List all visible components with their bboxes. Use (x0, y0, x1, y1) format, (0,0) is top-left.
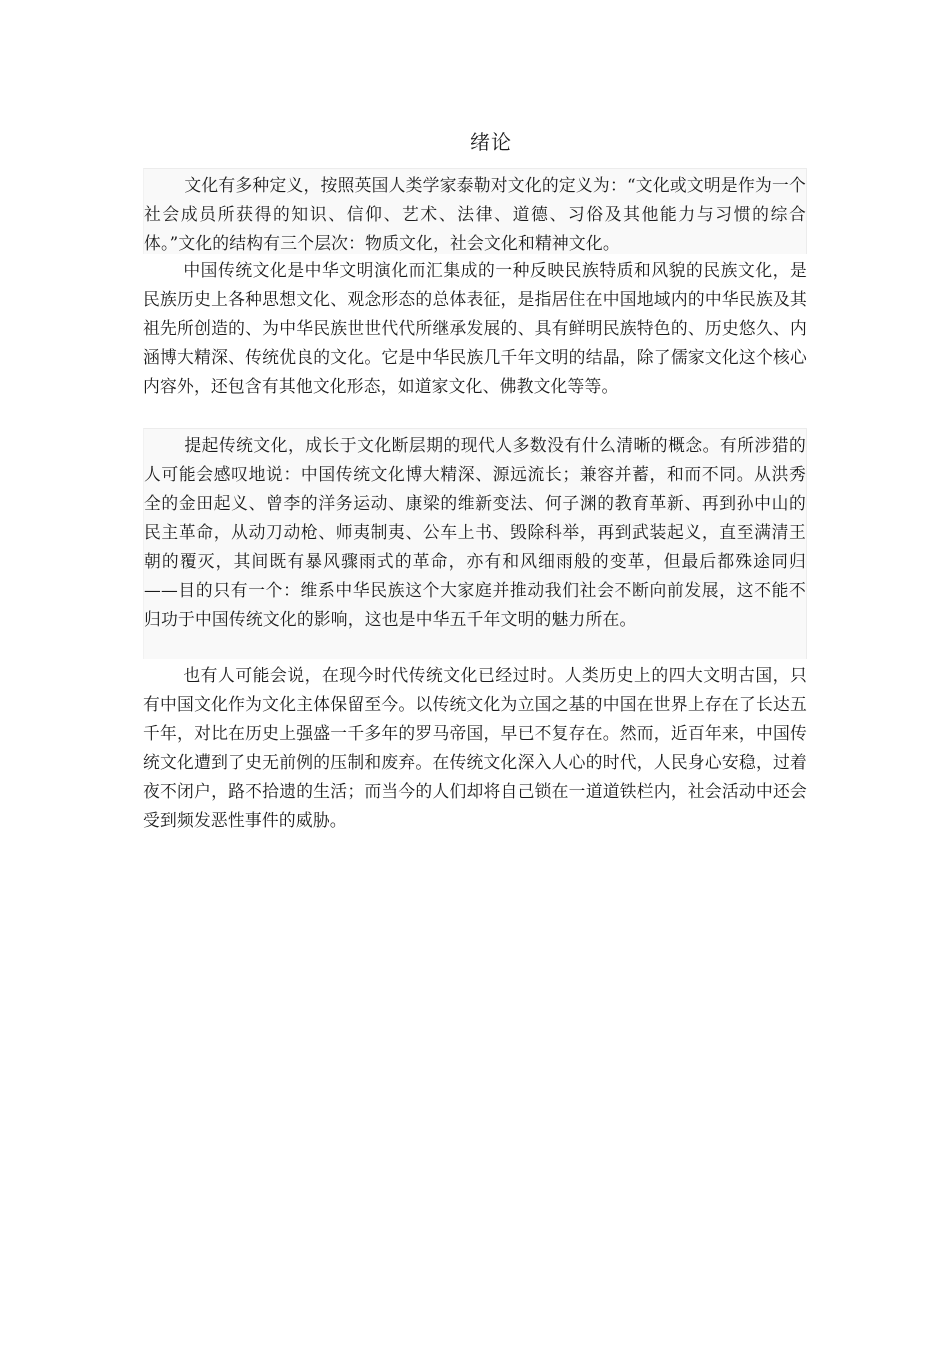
document-body (143, 168, 807, 830)
paragraph-historical-influence: 提起传统文化，成长于文化断层期的现代人多数没有什么清晰的概念。有所涉猎的人可能会感叹地说：中国传统文化博大精深、源远流长；兼容并蓄，和而不同。从洪秀全的金田起义、曾李的洋务运动、康梁的维新变法、何子渊的教育革新、再到孙中山的民主革命，从动刀动枪、师夷制夷、公车上书、毁除科举，再到武装起义，直至满清王朝的覆灭，其间既有暴风骤雨式的革命，亦有和风细雨般的变革，但最后都殊途同归——目的只有一个：维系中华民族这个大家庭并推动我们社会不断向前发展，这不能不归功于中国传统文化的影响，这也是中华五千年文明的魅力所在。 (143, 428, 807, 659)
paragraph-culture-definition: 文化有多种定义，按照英国人类学家泰勒对文化的定义为：“文化或文明是作为一个社会成员所获得的知识、信仰、艺术、法律、道德、习俗及其他能力与习惯的综合体。”文化的结构有三个层次：物质文化，社会文化和精神文化。 (143, 168, 807, 254)
page-title: 绪论 (470, 130, 512, 154)
paragraph-modern-decline: 也有人可能会说，在现今时代传统文化已经过时。人类历史上的四大文明古国，只有中国文化作为文化主体保留至今。以传统文化为立国之基的中国在世界上存在了长达五千年，对比在历史上强盛一千多年的罗马帝国，早已不复存在。然而，近百年来，中国传统文化遭到了史无前例的压制和废弃。在传统文化深入人心的时代，人民身心安稳，过着夜不闭户，路不拾遗的生活；而当今的人们却将自己锁在一道道铁栏内，社会活动中还会受到频发恶性事件的威胁。 (143, 665, 807, 830)
paragraph-chinese-traditional-culture: 中国传统文化是中华文明演化而汇集成的一种反映民族特质和风貌的民族文化，是民族历史上各种思想文化、观念形态的总体表征，是指居住在中国地域内的中华民族及其祖先所创造的、为中华民族世世代代所继承发展的、具有鲜明民族特色的、历史悠久、内涵博大精深、传统优良的文化。它是中华民族几千年文明的结晶，除了儒家文化这个核心内容外，还包含有其他文化形态，如道家文化、佛教文化等等。 (143, 260, 807, 396)
